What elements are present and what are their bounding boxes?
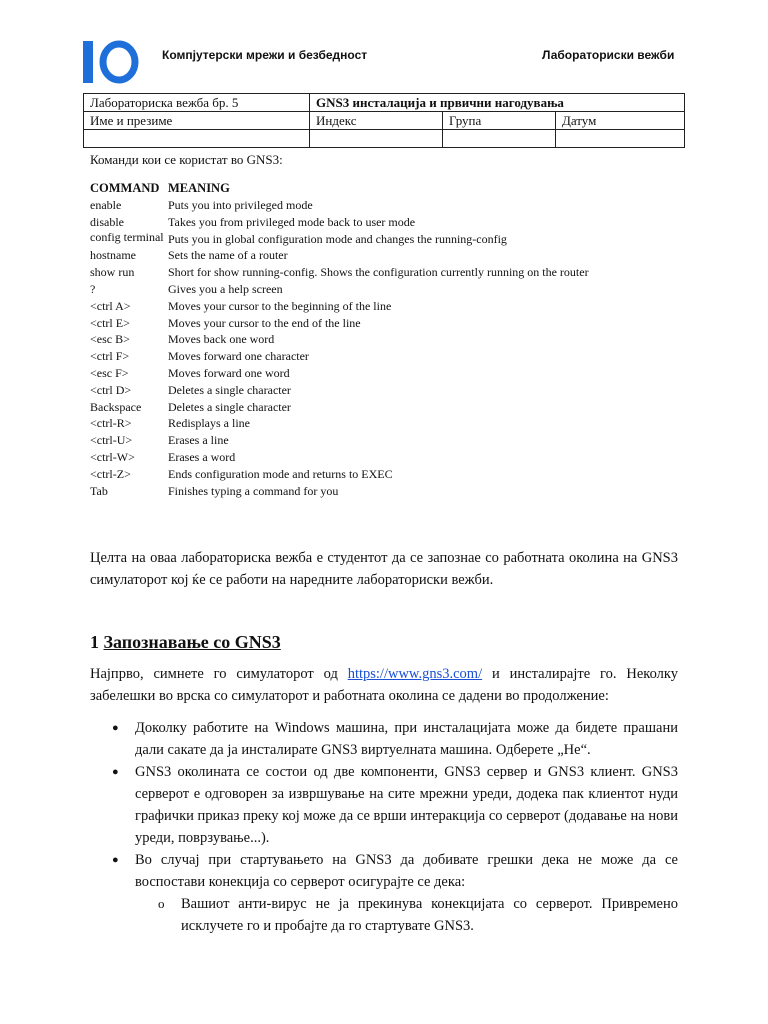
table-row bbox=[90, 432, 650, 449]
command-cell: <ctrl-U> bbox=[90, 433, 133, 448]
gns3-link[interactable]: https://www.gns3.com/ bbox=[347, 666, 483, 682]
meaning-cell: Finishes typing a command for you bbox=[168, 483, 339, 498]
io-logo-icon bbox=[83, 40, 139, 84]
bullet-list bbox=[112, 717, 678, 937]
lab-info-table bbox=[83, 93, 685, 148]
name-label-cell: Име и презиме bbox=[84, 112, 310, 130]
command-cell: ? bbox=[90, 281, 96, 296]
bullet-text: GNS3 околината се состои од две компоненти, GNS3 сервер и GNS3 клиент. GNS3 серверот е одговорен за извршување на сите мрежни уреди, додека пак клиентот нуди графички приказ преку кој може да се врши интеракција со серверот (додавање на нови уреди, поврзување...). bbox=[135, 764, 678, 846]
command-cell: <esc B> bbox=[90, 332, 130, 347]
command-cell: <ctrl E> bbox=[90, 315, 130, 330]
table-row bbox=[90, 348, 650, 365]
command-cell: <ctrl D> bbox=[90, 382, 132, 397]
table-row bbox=[90, 281, 650, 298]
intro-text-after: и инсталирајте го. Неколку забелешки во врска со симулаторот и работната околина се дадени во продолжение: bbox=[90, 666, 678, 704]
intro-text-before: Најпрво, симнете го симулаторот од bbox=[90, 666, 348, 682]
table-row bbox=[90, 483, 650, 500]
meaning-cell: Redisplays a line bbox=[168, 416, 250, 431]
meaning-column-header: MEANING bbox=[168, 181, 230, 195]
meaning-cell: Puts you into privileged mode bbox=[168, 198, 313, 212]
table-row bbox=[90, 415, 650, 432]
command-cell: <ctrl-Z> bbox=[90, 466, 131, 481]
command-cell: <ctrl F> bbox=[90, 349, 130, 364]
name-value-cell[interactable] bbox=[84, 130, 310, 148]
table-row bbox=[90, 365, 650, 382]
bullet-icon: ● bbox=[112, 854, 119, 866]
table-row bbox=[90, 315, 650, 332]
course-title: Компјутерски мрежи и безбедност bbox=[162, 48, 368, 62]
lab-number-cell: Лабораториска вежба бр. 5 bbox=[84, 94, 310, 112]
meaning-cell: Gives you a help screen bbox=[168, 281, 283, 296]
list-item bbox=[112, 717, 678, 761]
bullet-icon: ● bbox=[112, 766, 119, 778]
table-row bbox=[90, 331, 650, 348]
meaning-cell: Moves your cursor to the beginning of the line bbox=[168, 298, 392, 313]
command-cell: <ctrl-W> bbox=[90, 449, 135, 464]
table-row bbox=[90, 214, 650, 231]
index-label-cell: Индекс bbox=[310, 112, 443, 130]
group-value-cell[interactable] bbox=[443, 130, 556, 148]
list-item bbox=[112, 849, 678, 893]
commands-body bbox=[90, 197, 650, 499]
table-row bbox=[90, 466, 650, 483]
meaning-cell: Sets the name of a router bbox=[168, 248, 288, 263]
sub-list-item bbox=[158, 893, 678, 937]
command-cell: <esc F> bbox=[90, 365, 129, 380]
meaning-cell: Takes you from privileged mode back to user mode bbox=[168, 214, 416, 229]
bullet-icon: ● bbox=[112, 722, 119, 734]
command-cell: <ctrl-R> bbox=[90, 416, 132, 431]
command-cell: enable bbox=[90, 198, 122, 212]
group-label-cell: Група bbox=[443, 112, 556, 130]
section-intro-paragraph bbox=[90, 663, 678, 707]
table-row bbox=[90, 449, 650, 466]
section-title-text: Запознавање со GNS3 bbox=[103, 632, 281, 652]
command-cell: Tab bbox=[90, 483, 108, 498]
section-title: Лабораториски вежби bbox=[542, 48, 675, 62]
table-row bbox=[90, 382, 650, 399]
sub-bullet-text: Вашиот анти-вирус не ја прекинува конекцијата со серверот. Привремено исклучете го и пробајте да го стартувате GNS3. bbox=[181, 896, 678, 934]
bullet-text: Во случај при стартувањето на GNS3 да добивате грешки дека не може да се воспостави конекција со серверот осигурајте се дека: bbox=[135, 852, 678, 890]
meaning-cell: Deletes a single character bbox=[168, 399, 291, 414]
date-value-cell[interactable] bbox=[556, 130, 685, 148]
index-value-cell[interactable] bbox=[310, 130, 443, 148]
meaning-cell: Erases a line bbox=[168, 433, 229, 448]
table-row bbox=[84, 112, 685, 130]
table-row bbox=[84, 130, 685, 148]
meaning-cell: Moves forward one character bbox=[168, 349, 309, 364]
meaning-cell: Moves forward one word bbox=[168, 365, 290, 380]
table-row bbox=[90, 264, 650, 281]
date-label-cell: Датум bbox=[556, 112, 685, 130]
commands-intro: Команди кои се користат во GNS3: bbox=[90, 152, 283, 167]
meaning-cell: Short for show running-config. Shows the configuration currently running on the router bbox=[168, 265, 589, 280]
meaning-cell: Deletes a single character bbox=[168, 382, 291, 397]
commands-table bbox=[90, 180, 650, 499]
command-cell: <ctrl A> bbox=[90, 298, 131, 313]
list-item bbox=[112, 761, 678, 849]
section-number: 1 bbox=[90, 632, 99, 652]
table-row bbox=[84, 94, 685, 112]
command-cell: disable bbox=[90, 214, 124, 229]
table-row bbox=[90, 399, 650, 416]
meaning-cell: Moves back one word bbox=[168, 332, 275, 347]
commands-header-row bbox=[90, 180, 650, 197]
command-column-header: COMMAND bbox=[90, 181, 160, 195]
command-cell: hostname bbox=[90, 248, 136, 263]
meaning-cell: Ends configuration mode and returns to EXEC bbox=[168, 466, 393, 481]
table-row bbox=[90, 298, 650, 315]
command-cell: Backspace bbox=[90, 399, 142, 414]
command-cell: show run bbox=[90, 265, 135, 280]
bullet-text: Доколку работите на Windows машина, при инсталацијата може да бидете прашани дали сакате да ја инсталирате GNS3 виртуелната машина. Одберете „Не“. bbox=[135, 720, 678, 758]
meaning-cell: Puts you in global configuration mode and changes the running-config bbox=[168, 231, 507, 246]
lab-title-cell: GNS3 инсталација и првични нагодувања bbox=[310, 94, 685, 112]
meaning-cell: Moves your cursor to the end of the line bbox=[168, 315, 361, 330]
table-row bbox=[90, 231, 650, 248]
meaning-cell: Erases a word bbox=[168, 449, 236, 464]
circle-bullet-icon: o bbox=[158, 896, 165, 911]
goal-paragraph: Целта на оваа лабораториска вежба е студентот да се запознае со работната околина на GNS3 симулаторот кој ќе се работи на наредните лабораториски вежби. bbox=[90, 550, 678, 588]
table-row bbox=[90, 197, 650, 214]
section-heading bbox=[90, 632, 281, 653]
command-cell: config terminal bbox=[90, 229, 164, 244]
table-row bbox=[90, 247, 650, 264]
